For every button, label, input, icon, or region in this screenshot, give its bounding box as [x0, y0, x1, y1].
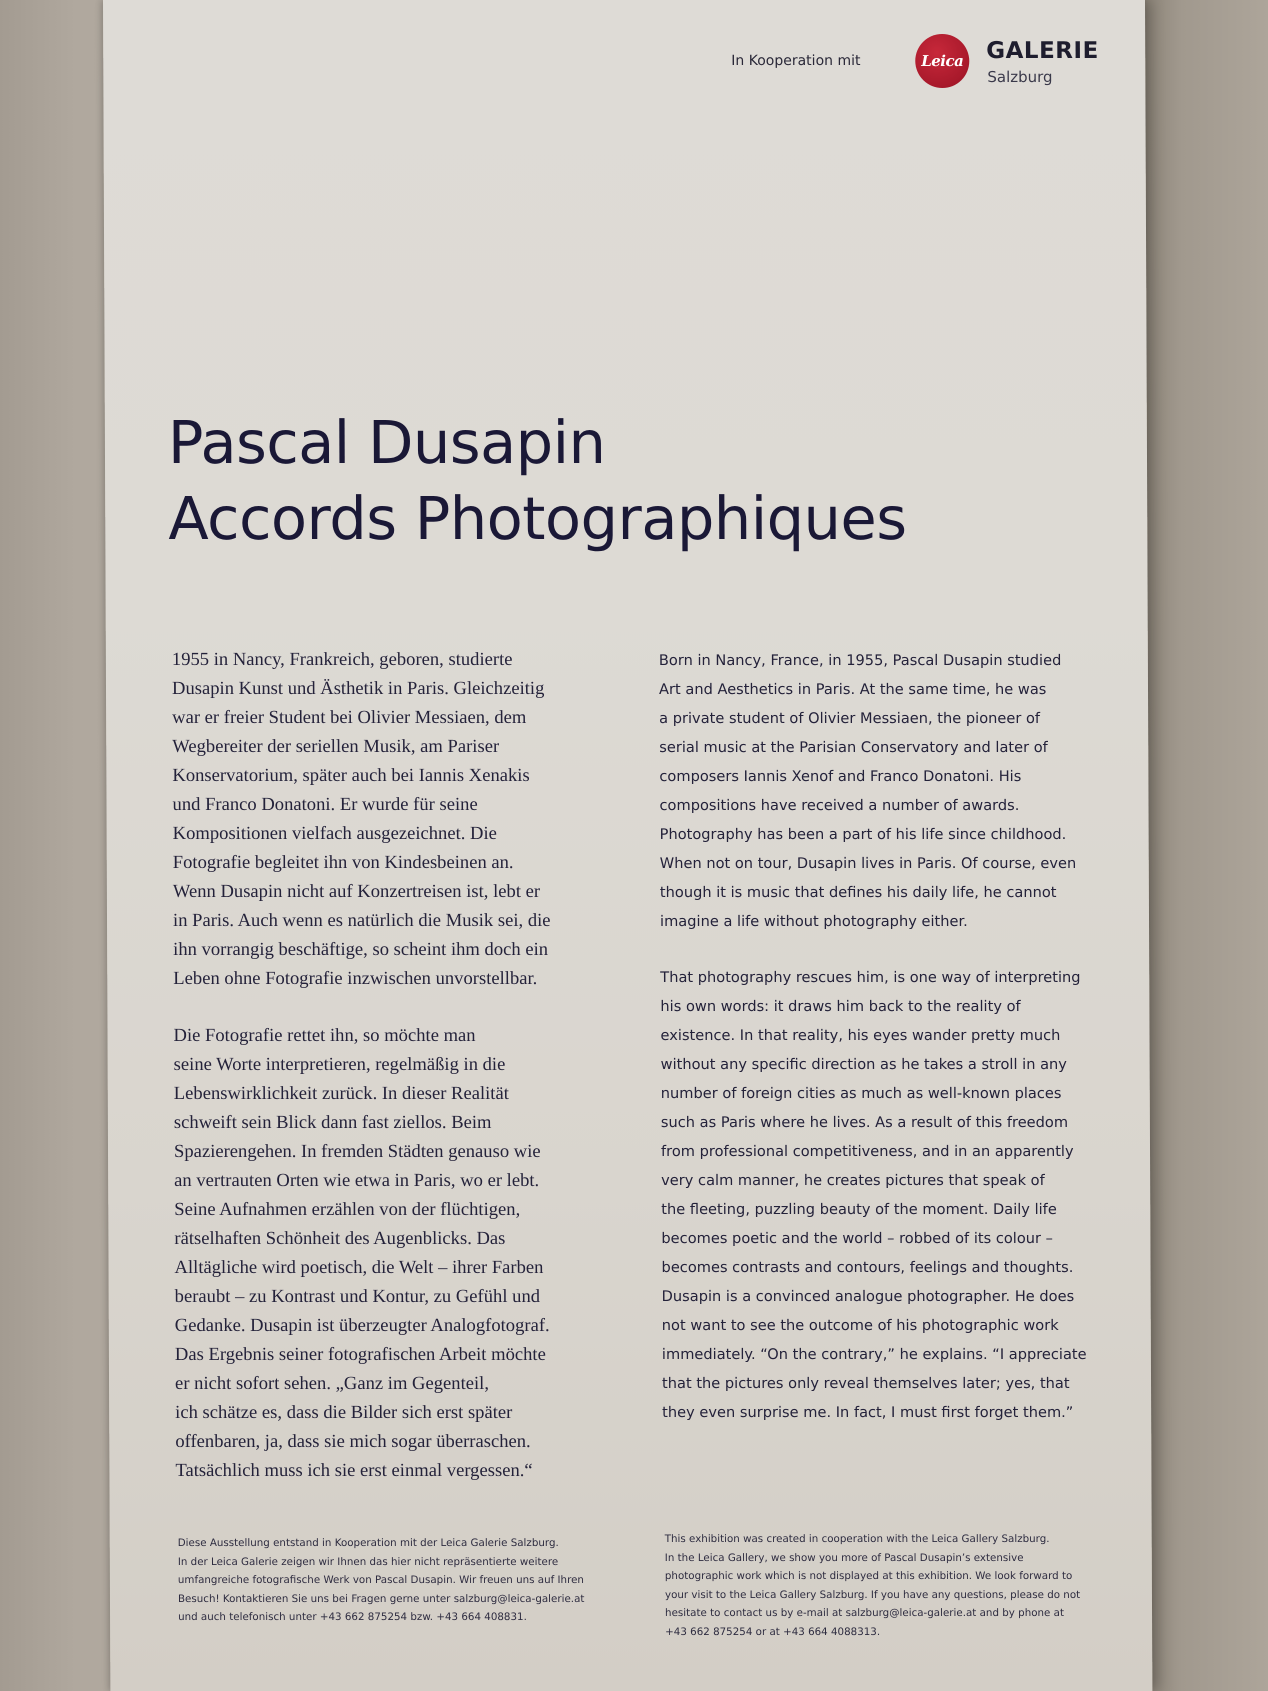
- text-line: not want to see the outcome of his photographic work: [661, 1317, 1059, 1334]
- german-paragraph-1: [172, 645, 604, 993]
- text-line: Tatsächlich muss ich sie erst einmal vergessen.“: [175, 1460, 533, 1481]
- text-line: Gedanke. Dusapin ist überzeugter Analogfotograf.: [174, 1315, 550, 1336]
- text-line: In der Leica Galerie zeigen wir Ihnen das hier nicht repräsentierte weitere: [177, 1555, 559, 1568]
- text-line: Dusapin Kunst und Ästhetik in Paris. Gleichzeitig: [171, 678, 545, 699]
- text-line: Seine Aufnahmen erzählen von der flüchtigen,: [174, 1199, 521, 1220]
- text-line: though it is music that defines his daily life, he cannot: [659, 884, 1057, 901]
- text-line: your visit to the Leica Gallery Salzburg. If you have any questions, please do not: [664, 1588, 1081, 1601]
- text-line: umfangreiche fotografische Werk von Pascal Dusapin. Wir freuen uns auf Ihren: [177, 1574, 584, 1586]
- text-line: Photography has been a part of his life since childhood.: [659, 826, 1067, 843]
- exhibition-title: [168, 405, 907, 557]
- text-line: beraubt – zu Kontrast und Kontur, zu Gefühl und: [174, 1286, 541, 1307]
- text-line: +43 662 875254 or at +43 664 4088313.: [665, 1625, 881, 1638]
- text-line: serial music at the Parisian Conservatory and later of: [659, 739, 1048, 756]
- text-line: ich schätze es, dass die Bilder sich erst später: [175, 1402, 513, 1423]
- text-line: imagine a life without photography either.: [659, 913, 968, 930]
- text-line: In the Leica Gallery, we show you more of Pascal Dusapin’s extensive: [664, 1551, 1024, 1564]
- text-line: rätselhaften Schönheit des Augenblicks. Das: [174, 1228, 506, 1249]
- text-line: Besuch! Kontaktieren Sie uns bei Fragen gerne unter salzburg@leica-galerie.at: [177, 1592, 585, 1605]
- text-line: Lebenswirklichkeit zurück. In dieser Realität: [173, 1083, 509, 1104]
- text-line: ihn vorrangig beschäftige, so scheint ihm doch ein: [173, 939, 549, 960]
- leica-logo-text: Leica: [921, 52, 964, 70]
- text-line: schweift sein Blick dann fast ziellos. Beim: [173, 1112, 492, 1133]
- text-line: war er freier Student bei Olivier Messiaen, dem: [172, 707, 527, 728]
- text-line: Wenn Dusapin nicht auf Konzertreisen ist, lebt er: [172, 881, 541, 902]
- text-line: an vertrauten Orten wie etwa in Paris, wo er lebt.: [174, 1170, 540, 1191]
- cooperation-label: In Kooperation mit: [731, 53, 861, 69]
- text-line: Das Ergebnis seiner fotografischen Arbeit möchte: [174, 1344, 546, 1365]
- text-line: Leben ohne Fotografie inzwischen unvorstellbar.: [173, 968, 538, 989]
- text-line: in Paris. Auch wenn es natürlich die Musik sei, die: [172, 910, 551, 931]
- text-line: Spazierengehen. In fremden Städten genauso wie: [173, 1141, 541, 1162]
- leica-logo-icon: [915, 34, 969, 88]
- text-line: existence. In that reality, his eyes wander pretty much: [660, 1027, 1061, 1044]
- text-line: immediately. “On the contrary,” he explains. “I appreciate: [661, 1346, 1087, 1363]
- english-footer-note: [665, 1530, 1081, 1641]
- text-line: number of foreign cities as much as well-known places: [660, 1085, 1062, 1102]
- brand-city: Salzburg: [987, 68, 1053, 86]
- text-line: compositions have received a number of awards.: [659, 797, 1020, 814]
- exhibition-panel: [103, 0, 1152, 1691]
- german-paragraph-2: [173, 1021, 605, 1485]
- text-line: When not on tour, Dusapin lives in Paris. Of course, even: [659, 855, 1077, 872]
- brand-name: GALERIE: [986, 38, 1099, 64]
- text-line: very calm manner, he creates pictures that speak of: [661, 1172, 1045, 1189]
- text-line: offenbaren, ja, dass sie mich sogar überraschen.: [175, 1431, 531, 1452]
- text-line: Dusapin is a convinced analogue photographer. He does: [661, 1288, 1075, 1305]
- english-paragraph-1: [659, 646, 1100, 936]
- text-line: Die Fotografie rettet ihn, so möchte man: [173, 1025, 476, 1046]
- text-line: Born in Nancy, France, in 1955, Pascal Dusapin studied: [658, 652, 1062, 669]
- text-line: 1955 in Nancy, Frankreich, geboren, studierte: [171, 649, 513, 670]
- text-line: they even surprise me. In fact, I must first forget them.”: [662, 1404, 1074, 1421]
- wall-background: [1145, 0, 1268, 1691]
- text-line: und Franco Donatoni. Er wurde für seine: [172, 794, 478, 815]
- text-line: becomes poetic and the world – robbed of its colour –: [661, 1230, 1053, 1247]
- text-line: Fotografie begleitet ihn von Kindesbeinen an.: [172, 852, 514, 873]
- text-line: that the pictures only reveal themselves later; yes, that: [661, 1375, 1070, 1392]
- title-line-1: Pascal Dusapin: [167, 408, 606, 477]
- text-line: seine Worte interpretieren, regelmäßig in die: [173, 1054, 506, 1075]
- text-line: Art and Aesthetics in Paris. At the same time, he was: [658, 681, 1047, 698]
- text-line: composers Iannis Xenof and Franco Donatoni. His: [659, 768, 1022, 785]
- text-line: und auch telefonisch unter +43 662 875254 bzw. +43 664 408831.: [178, 1611, 527, 1623]
- text-line: Konservatorium, später auch bei Iannis Xenakis: [172, 765, 530, 786]
- text-line: a private student of Olivier Messiaen, the pioneer of: [659, 710, 1041, 727]
- text-line: the fleeting, puzzling beauty of the moment. Daily life: [661, 1201, 1057, 1218]
- text-line: Alltägliche wird poetisch, die Welt – ihrer Farben: [174, 1257, 544, 1278]
- text-line: hesitate to contact us by e-mail at salzburg@leica-galerie.at and by phone at: [665, 1607, 1065, 1619]
- text-line: from professional competitiveness, and in an apparently: [660, 1143, 1074, 1160]
- text-line: Wegbereiter der seriellen Musik, am Pariser: [172, 736, 500, 757]
- text-line: photographic work which is not displayed at this exhibition. We look forward to: [664, 1570, 1073, 1582]
- text-line: Kompositionen vielfach ausgezeichnet. Die: [172, 823, 497, 844]
- text-line: That photography rescues him, is one way of interpreting: [660, 969, 1081, 986]
- text-line: This exhibition was created in cooperation with the Leica Gallery Salzburg.: [664, 1533, 1050, 1545]
- text-line: his own words: it draws him back to the reality of: [660, 998, 1021, 1015]
- german-footer-note: [178, 1534, 585, 1627]
- english-paragraph-2: [660, 963, 1102, 1427]
- text-line: er nicht sofort sehen. „Ganz im Gegenteil,: [174, 1373, 490, 1394]
- text-line: Diese Ausstellung entstand in Kooperation mit der Leica Galerie Salzburg.: [177, 1537, 559, 1549]
- title-line-2: Accords Photographiques: [168, 484, 907, 553]
- text-line: becomes contrasts and contours, feelings and thoughts.: [661, 1259, 1074, 1276]
- text-line: such as Paris where he lives. As a result of this freedom: [660, 1114, 1069, 1131]
- text-line: without any specific direction as he takes a stroll in any: [660, 1056, 1067, 1073]
